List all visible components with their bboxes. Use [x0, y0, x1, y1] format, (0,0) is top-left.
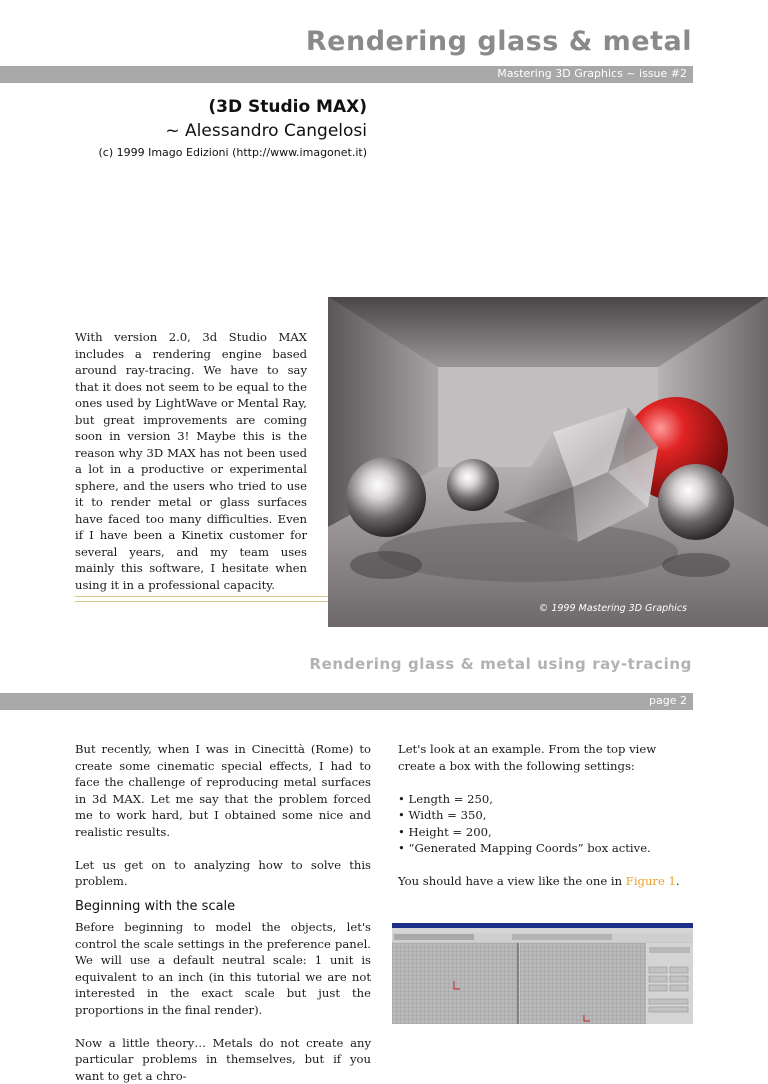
paragraph [398, 873, 694, 890]
paragraph-text: You should have a view like the one in [398, 874, 626, 888]
paragraph: Before beginning to model the objects, let's control the scale settings in the preference panel. We will use a default neutral scale: 1 unit is equivalent to an inch (in this tutorial we are not interested in the exact scale but just the proportions in the final render). [75, 919, 371, 1018]
intro-paragraph: With version 2.0, 3d Studio MAX includes a rendering engine based around ray-tracing. We have to say that it does not seem to be equal to the ones used by LightWave or Mental Ray, but great improvements are coming soon in version 3! Maybe this is the reason why 3D MAX has not been used a lot in a productive or experimental sphere, and the users who tried to use it to render metal or glass surfaces have faced too many difficulties. Even if I have been a Kinetix customer for several years, and my team uses mainly this software, I hesitate when using it in a professional capacity. [75, 329, 307, 593]
render-caption: © 1999 Mastering 3D Graphics [539, 603, 687, 614]
bullet-item: • “Generated Mapping Coords” box active. [398, 840, 694, 857]
issue-banner [0, 66, 693, 83]
bullet-item: • Length = 250, [398, 791, 694, 808]
render-illustration [328, 297, 768, 627]
left-column [75, 741, 371, 1084]
section-heading: Beginning with the scale [75, 899, 371, 916]
section-title: Rendering glass & metal using ray-tracing [309, 655, 692, 673]
figure-1-screenshot [392, 923, 693, 1024]
copyright-line: (c) 1999 Imago Edizioni (http://www.imagonet.it) [98, 146, 367, 159]
article-subtitle: (3D Studio MAX) [208, 97, 367, 117]
bullet-item: • Height = 200, [398, 824, 694, 841]
right-column [398, 741, 694, 890]
figure-link[interactable]: Figure 1 [626, 874, 676, 888]
paragraph: Let us get on to analyzing how to solve this problem. [75, 857, 371, 890]
page-banner [0, 693, 693, 710]
paragraph: Now a little theory… Metals do not create any particular problems in themselves, but if you want to get a chro- [75, 1035, 371, 1084]
author-line: ~ Alessandro Cangelosi [165, 121, 367, 141]
paragraph: But recently, when I was in Cinecittà (Rome) to create some cinematic special effects, I had to face the challenge of reproducing metal surfaces in 3d MAX. Let me say that the problem forced me to work hard, but I obtained some nice and realistic results. [75, 741, 371, 840]
figure-illustration [392, 923, 693, 1024]
page-title: Rendering glass & metal [306, 26, 692, 57]
issue-banner-text: Mastering 3D Graphics ~ issue #2 [497, 67, 687, 80]
page-number: page 2 [649, 694, 687, 707]
paragraph-text: . [676, 874, 680, 888]
paragraph: Let's look at an example. From the top view create a box with the following settings: [398, 741, 694, 774]
render-image [328, 297, 768, 627]
bullet-item: • Width = 350, [398, 807, 694, 824]
